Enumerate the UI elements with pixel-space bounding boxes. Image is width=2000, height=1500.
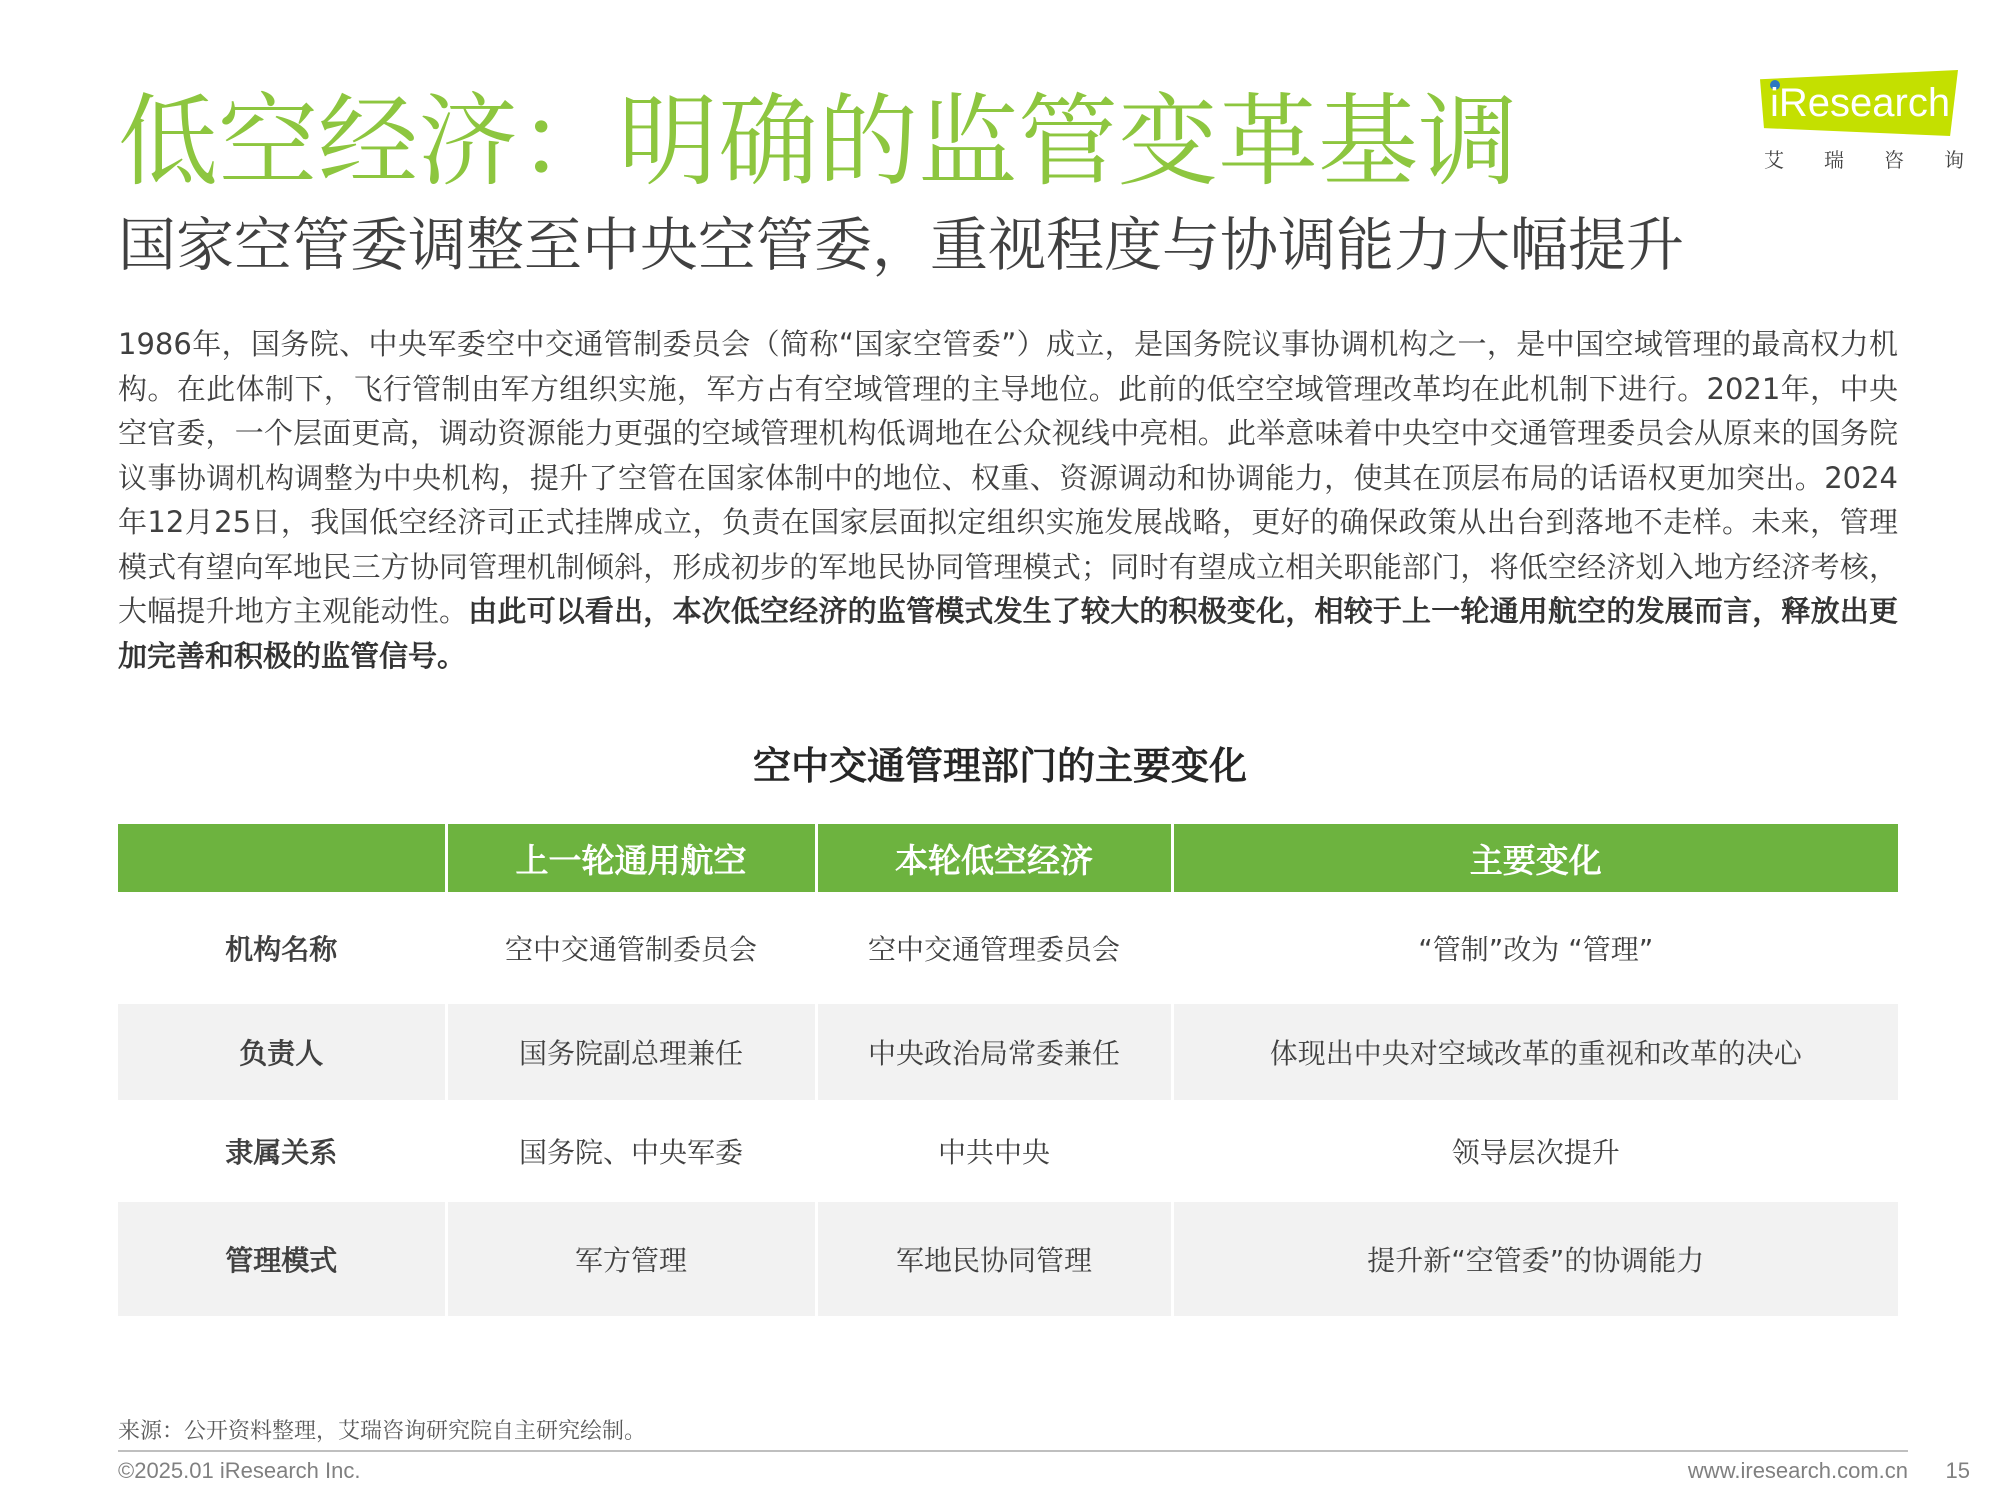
table-header-cell: 上一轮通用航空 [446, 824, 816, 892]
table-cell: 空中交通管理委员会 [816, 892, 1172, 1004]
logo-cn-char: 咨 [1884, 148, 1904, 172]
table-header-cell: 主要变化 [1172, 824, 1898, 892]
logo-cn-char: 艾 [1764, 148, 1784, 172]
table-cell: 体现出中央对空域改革的重视和改革的决心 [1172, 1004, 1898, 1100]
logo-cn-char: 询 [1944, 148, 1964, 172]
table-header-row [118, 824, 1898, 892]
table-cell: “管制”改为 “管理” [1172, 892, 1898, 1004]
table-row [118, 892, 1898, 1004]
body-text-emphasis: 由此可以看出，本次低空经济的监管模式发生了较大的积极变化，相较于上一轮通用航空的发展而言，释放出更加完善和积极的监管信号。 [118, 594, 1898, 673]
table-cell: 军方管理 [446, 1202, 816, 1316]
table-title: 空中交通管理部门的主要变化 [752, 744, 1247, 788]
table-header-cell [118, 824, 446, 892]
table-row-label: 负责人 [118, 1004, 446, 1100]
website-link[interactable]: www.iresearch.com.cn [1687, 1458, 1908, 1483]
body-paragraph [118, 322, 1898, 678]
body-text-regular: 1986年，国务院、中央军委空中交通管制委员会（简称“国家空管委”）成立，是国务院议事协调机构之一，是中国空域管理的最高权力机构。在此体制下，飞行管制由军方组织实施，军方占有空域管理的主导地位。此前的低空空域管理改革均在此机制下进行。2021年，中央空官委，一个层面更高，调动资源能力更强的空域管理机构低调地在公众视线中亮相。此举意味着中央空中交通管理委员会从原来的国务院议事协调机构调整为中央机构，提升了空管在国家体制中的地位、权重、资源调动和协调能力，使其在顶层布局的话语权更加突出。2024年12月25日，我国低空经济司正式挂牌成立，负责在国家层面拟定组织实施发展战略，更好的确保政策从出台到落地不走样。未来，管理模式有望向军地民三方协同管理机制倾斜，形成初步的军地民协同管理模式；同时有望成立相关职能部门，将低空经济划入地方经济考核，大幅提升地方主观能动性。 [118, 327, 1898, 628]
copyright-text: ©2025.01 iResearch Inc. [118, 1458, 361, 1483]
source-note: 来源：公开资料整理，艾瑞咨询研究院自主研究绘制。 [118, 1419, 647, 1444]
table-cell: 国务院副总理兼任 [446, 1004, 816, 1100]
table-header-cell: 本轮低空经济 [816, 824, 1172, 892]
page-subtitle: 国家空管委调整至中央空管委，重视程度与协调能力大幅提升 [118, 211, 1685, 279]
table-row [118, 1202, 1898, 1316]
footer-divider [118, 1450, 1908, 1452]
table-row-label: 隶属关系 [225, 1136, 338, 1169]
iresearch-logo [1760, 70, 1970, 180]
table-row-label: 机构名称 [225, 933, 338, 966]
page-number: 15 [1945, 1458, 1970, 1483]
table-cell: 提升新“空管委”的协调能力 [1172, 1202, 1898, 1316]
table-cell: 军地民协同管理 [816, 1202, 1172, 1316]
logo-brand-text: iResearch [1770, 81, 1951, 125]
comparison-table [118, 824, 1898, 1316]
table-cell: 中共中央 [816, 1100, 1172, 1202]
table-cell: 国务院、中央军委 [446, 1100, 816, 1202]
table-cell: 领导层次提升 [1172, 1100, 1898, 1202]
table-row [118, 1100, 1898, 1202]
table-row [118, 1004, 1898, 1100]
table-row-label: 管理模式 [118, 1202, 446, 1316]
table-cell: 中央政治局常委兼任 [816, 1004, 1172, 1100]
table-cell: 空中交通管制委员会 [446, 892, 816, 1004]
logo-cn-char: 瑞 [1824, 148, 1844, 172]
logo-cn-text [1764, 144, 1964, 173]
page-title: 低空经济：明确的监管变革基调 [118, 83, 1518, 200]
